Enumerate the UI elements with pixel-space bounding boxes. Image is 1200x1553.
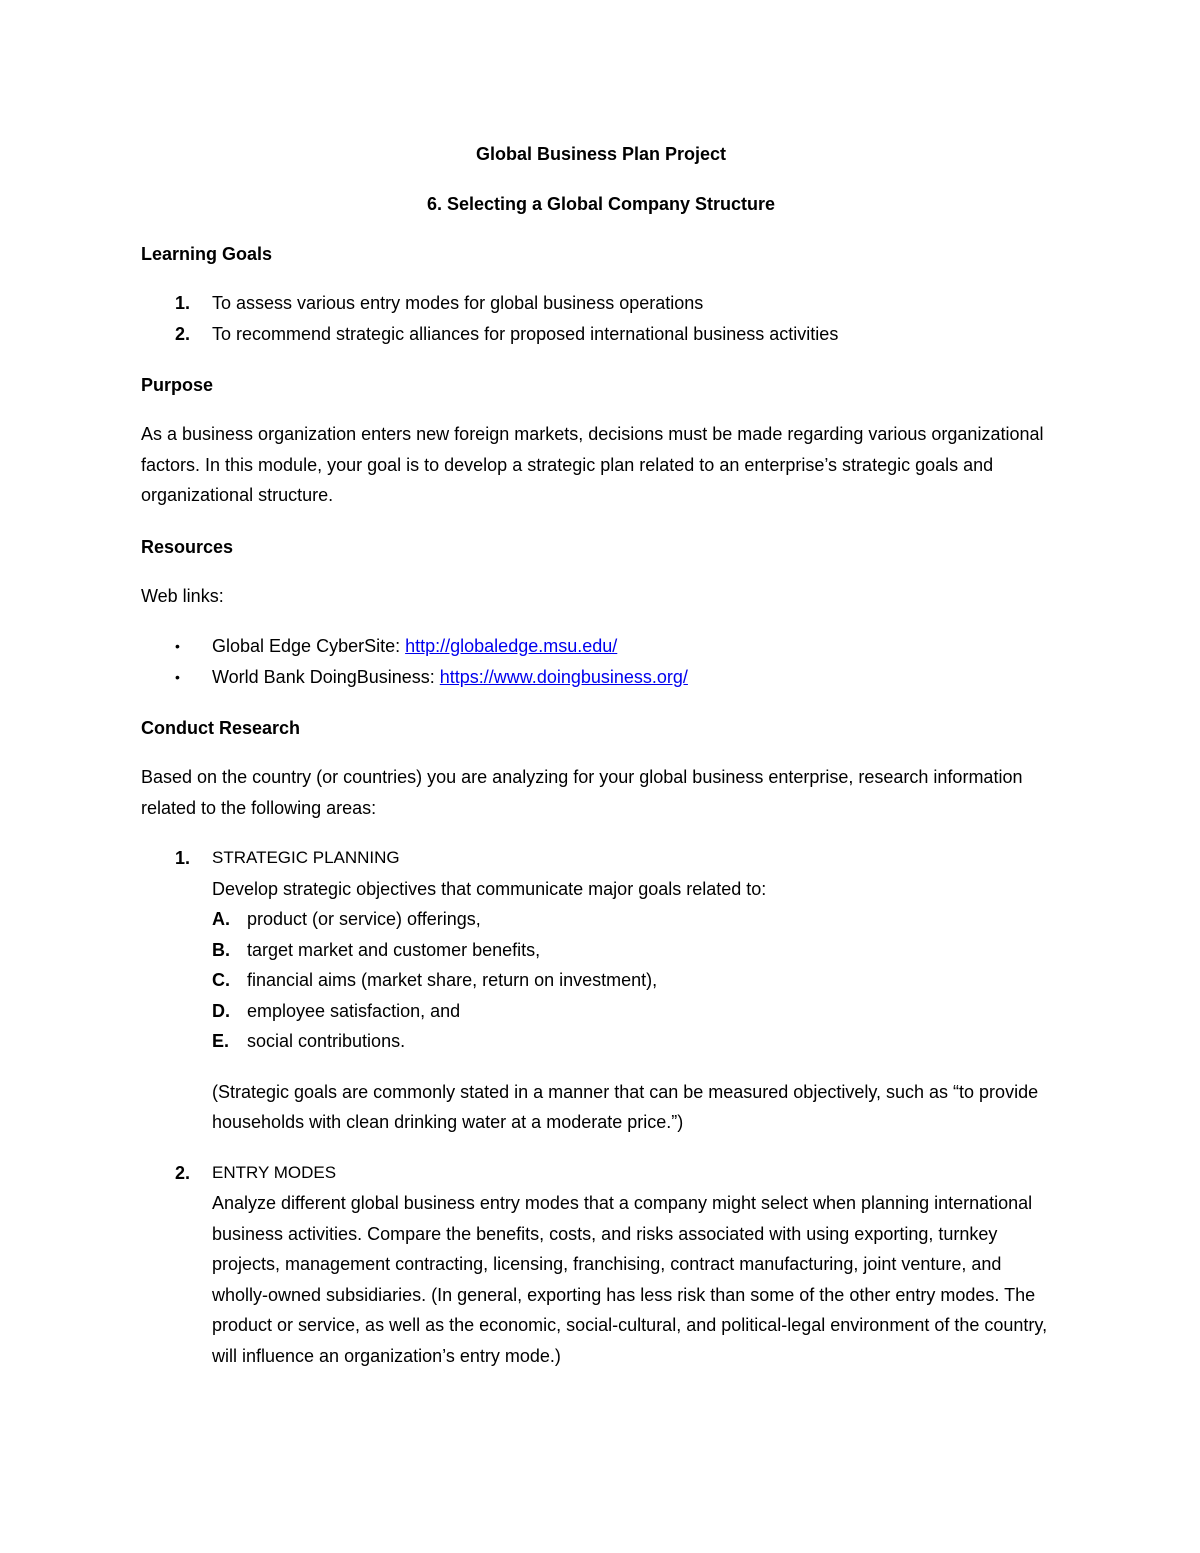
research-section-strategic-planning bbox=[141, 843, 1061, 1138]
list-marker: 1. bbox=[175, 848, 191, 868]
list-marker: A. bbox=[212, 909, 230, 929]
list-item bbox=[141, 319, 1061, 350]
list-item-text: To recommend strategic alliances for proposed international business activities bbox=[212, 323, 839, 344]
strategic-goals-note: (Strategic goals are commonly stated in a manner that can be measured objectively, such as “to provide households with clean drinking water at a moderate price.”) bbox=[212, 1081, 1039, 1132]
learning-goals-list bbox=[141, 288, 1061, 349]
purpose-paragraph: As a business organization enters new foreign markets, decisions must be made regarding various organizational factors. In this module, your goal is to develop a strategic plan related to an enterprise’s strategic goals and organizational structure. bbox=[141, 424, 1044, 505]
list-item-text: product (or service) offerings, bbox=[247, 909, 481, 929]
link-label: Global Edge CyberSite: bbox=[212, 636, 406, 656]
section-lead: Analyze different global business entry modes that a company might select when planning international business activities. Compare the benefits, costs, and risks associated with using exporting, turnkey projects, management contracting, licensing, franchising, contract manufacturing, joint venture, and wholly-owned subsidiaries. (In general, exporting has less risk than some of the other entry modes. The product or service, as well as the economic, social-cultural, and political-legal environment of the country, will influence an organization’s entry mode.) bbox=[212, 1193, 1048, 1366]
list-marker: D. bbox=[212, 1000, 230, 1021]
list-item-text: To assess various entry modes for global business operations bbox=[212, 293, 704, 313]
globaledge-link[interactable]: http://globaledge.msu.edu/ bbox=[405, 636, 618, 656]
strategic-goals-list bbox=[212, 904, 1061, 1057]
doingbusiness-link[interactable]: https://www.doingbusiness.org/ bbox=[439, 666, 688, 687]
bullet-icon: • bbox=[175, 638, 180, 654]
list-item bbox=[212, 935, 1061, 966]
section-title: STRATEGIC PLANNING bbox=[212, 848, 400, 867]
list-item bbox=[141, 662, 1061, 693]
learning-goals-heading: Learning Goals bbox=[141, 244, 273, 264]
link-label: World Bank DoingBusiness: bbox=[212, 666, 440, 687]
research-section-entry-modes bbox=[141, 1158, 1061, 1372]
list-item-text: financial aims (market share, return on investment), bbox=[247, 970, 658, 990]
list-item-text: social contributions. bbox=[247, 1031, 406, 1051]
document-page bbox=[141, 138, 1061, 1391]
resources-links-list bbox=[141, 631, 1061, 692]
list-item bbox=[212, 904, 1061, 935]
list-marker: C. bbox=[212, 970, 230, 990]
list-marker: B. bbox=[212, 939, 230, 960]
purpose-heading: Purpose bbox=[141, 375, 214, 395]
list-marker: 1. bbox=[175, 293, 191, 313]
resources-heading: Resources bbox=[141, 536, 234, 557]
list-item-text: employee satisfaction, and bbox=[247, 1000, 461, 1021]
document-title: Global Business Plan Project bbox=[475, 144, 727, 164]
resources-intro: Web links: bbox=[141, 585, 224, 606]
document-subtitle: 6. Selecting a Global Company Structure bbox=[426, 194, 776, 214]
list-marker: 2. bbox=[175, 1162, 191, 1183]
list-item bbox=[141, 631, 1061, 662]
conduct-research-heading: Conduct Research bbox=[141, 718, 301, 738]
list-item bbox=[212, 996, 1061, 1027]
list-item-text: target market and customer benefits, bbox=[247, 939, 541, 960]
section-title: ENTRY MODES bbox=[212, 1162, 337, 1182]
list-marker: E. bbox=[212, 1031, 230, 1051]
section-lead: Develop strategic objectives that communicate major goals related to: bbox=[212, 878, 767, 899]
list-item bbox=[141, 288, 1061, 319]
conduct-research-intro: Based on the country (or countries) you are analyzing for your global business enterprise, research information related to the following areas: bbox=[141, 767, 1023, 818]
list-item bbox=[212, 1026, 1061, 1057]
list-item bbox=[212, 965, 1061, 996]
list-marker: 2. bbox=[175, 323, 191, 344]
bullet-icon: • bbox=[175, 668, 180, 685]
